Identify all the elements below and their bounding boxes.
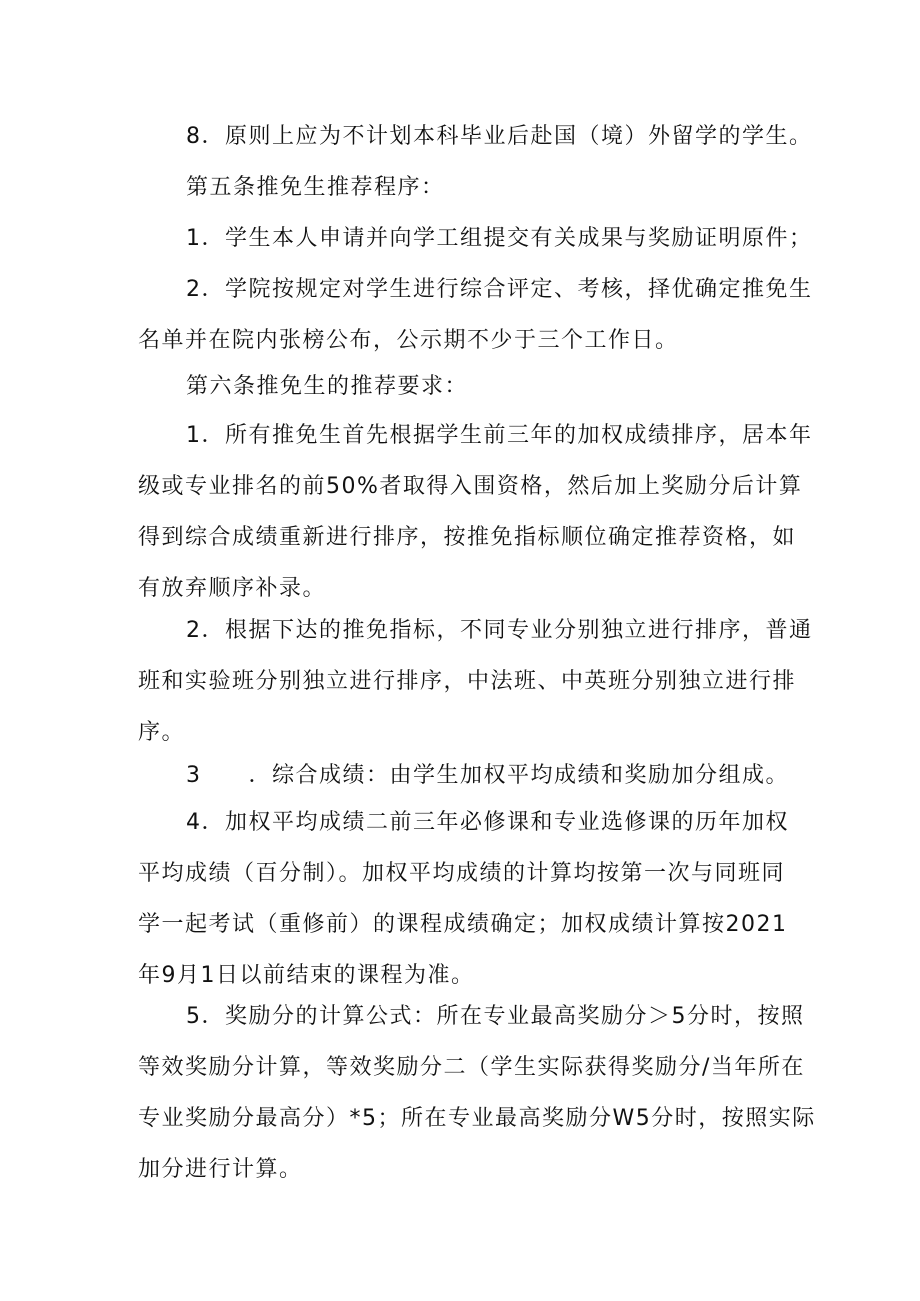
text-line: 1．学生本人申请并向学工组提交有关成果与奖励证明原件； — [186, 226, 813, 251]
text-line: 年9月1日以前结束的课程为准。 — [138, 963, 475, 988]
text-line: 序。 — [138, 720, 186, 745]
paragraph-p6 — [138, 410, 813, 614]
paragraph-p10 — [138, 991, 816, 1195]
section-heading: 第六条推免生的推荐要求： — [186, 374, 469, 399]
text-line: 平均成绩（百分制）。加权平均成绩的计算均按第一次与同班同 — [138, 861, 786, 886]
text-line: 2．学院按规定对学生进行综合评定、考核，择优确定推免生 — [186, 277, 813, 302]
text-line: 学一起考试（重修前）的课程成绩确定；加权成绩计算按2021 — [138, 912, 788, 937]
paragraph-p1 — [138, 111, 813, 162]
text-line: 级或专业排名的前50%者取得入围资格，然后加上奖励分后计算 — [138, 474, 803, 499]
paragraph-p8 — [138, 750, 798, 801]
paragraph-p7 — [138, 605, 813, 758]
text-line: 名单并在院内张榜公布，公示期不少于三个工作日。 — [138, 328, 679, 353]
text-line: 专业奖励分最高分）*5；所在专业最高奖励分W5分时，按照实际 — [138, 1106, 816, 1131]
text-line: 2．根据下达的推免指标，不同专业分别独立进行排序，普通 — [186, 618, 813, 643]
text-line: 4．加权平均成绩二前三年必修课和专业选修课的历年加权 — [186, 810, 789, 835]
text-line: 3 ．综合成绩：由学生加权平均成绩和奖励加分组成。 — [186, 763, 789, 788]
paragraph-p9 — [138, 797, 798, 1001]
text-line: 加分进行计算。 — [138, 1157, 303, 1182]
section-heading: 第五条推免生推荐程序： — [186, 175, 445, 200]
paragraph-p4 — [138, 264, 813, 366]
paragraph-p2 — [138, 162, 798, 213]
paragraph-p5 — [138, 361, 798, 412]
text-line: 班和实验班分别独立进行排序，中法班、中英班分别独立进行排 — [138, 669, 797, 694]
text-line: 得到综合成绩重新进行排序，按推免指标顺位确定推荐资格，如 — [138, 525, 797, 550]
text-line: 1．所有推免生首先根据学生前三年的加权成绩排序，居本年 — [186, 423, 813, 448]
text-line: 等效奖励分计算，等效奖励分二（学生实际获得奖励分/当年所在 — [138, 1055, 805, 1080]
text-line: 5．奖励分的计算公式：所在专业最高奖励分＞5分时，按照 — [186, 1004, 805, 1029]
text-line: 8．原则上应为不计划本科毕业后赴国（境）外留学的学生。 — [186, 124, 813, 149]
text-line: 有放弃顺序补录。 — [138, 576, 327, 601]
paragraph-p3 — [138, 213, 813, 264]
